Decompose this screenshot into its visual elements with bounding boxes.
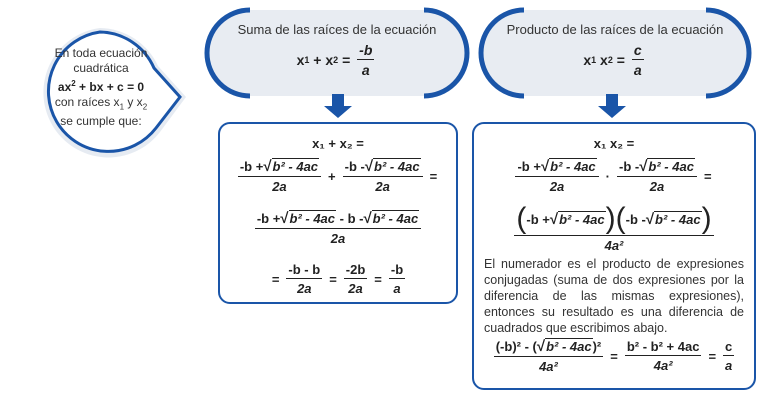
sum-arrow-icon (324, 94, 352, 118)
left-bubble (42, 46, 160, 129)
sum-header-formula (206, 42, 468, 78)
bubble-roots (42, 95, 160, 114)
big-radicand-b: b² - 4ac (655, 212, 701, 227)
prod-eq: = (612, 52, 629, 68)
sum-sub2: 2 (333, 55, 339, 65)
eq-sup: 2 (71, 79, 76, 88)
final-num2: -2b (345, 262, 366, 277)
final-den1: 2a (297, 281, 312, 296)
paren-close-2: ) (701, 202, 712, 235)
pfinal-den2: 4a² (653, 358, 673, 373)
merged-radicand-2: b² - 4ac (372, 211, 419, 226)
final-den3: a (393, 281, 401, 296)
final-frac-1 (286, 262, 322, 296)
pfinal-frac-2 (625, 339, 702, 373)
sum-frac-1: $\frac{\text{-b +√b² - 4ac}}{2a}$ (238, 158, 321, 194)
prod-explanation: El numerador es el producto de expresiones conjugadas (suma de dos expresiones por la diferencia de las mismas expresiones), entonces su resultado es una diferencia de cuadrados que escribimos abajo. (484, 257, 744, 335)
big-den: 4a² (604, 238, 624, 253)
frac1-den: 2a (272, 179, 287, 194)
prod-sub2: 2 (607, 55, 613, 65)
prod-num: c (633, 42, 642, 58)
pfinal-eq-1: = (610, 348, 618, 364)
sum-equals-op: = (429, 168, 438, 184)
prod-big-frac: ( -b + √ b² - 4ac ) ( -b - √ b² - 4ac ) 4a² (516, 202, 712, 253)
sum-x: x (296, 52, 305, 68)
prod-frac-2: $\frac{\text{-b -√b² - 4ac}}{2a}$ (617, 158, 697, 194)
paren-close-1: ) (605, 202, 616, 235)
pfinal-num3: c (725, 339, 733, 354)
pfinal-num1-a: (-b)² - ( (495, 339, 537, 354)
frac2-den: 2a (375, 179, 390, 194)
pfinal-frac-1: $\frac{\text{(-b)² - (√b² - 4ac)²}}{\text{4a²}}$ (495, 338, 602, 374)
prod-sub1: 1 (591, 55, 597, 65)
eq-a: ax (57, 80, 72, 94)
sum-den: a (361, 62, 370, 78)
sum-box (218, 122, 458, 304)
sum-box-row4 (220, 262, 456, 296)
sum-box-line1: x₁ + x₂ = (312, 136, 364, 151)
pfrac2-lead: -b - (619, 159, 640, 174)
prod-box-line1: x₁ x₂ = (593, 136, 635, 151)
frac1-radicand: b² - 4ac (272, 159, 319, 174)
bubble-line-4: se cumple que: (60, 114, 142, 129)
pfrac2-den: 2a (649, 179, 665, 194)
final-eq-1: = (329, 271, 337, 287)
prod-dot-op: · (605, 168, 610, 184)
prod-box-row2 (474, 158, 754, 194)
prod-equals-op: = (703, 168, 712, 184)
pfrac1-den: 2a (549, 179, 565, 194)
sum-plus: + x (309, 52, 334, 68)
pfinal-den1: 4a² (539, 359, 558, 374)
sum-header (206, 22, 468, 78)
final-frac-2 (344, 262, 368, 296)
final-num3: -b (390, 262, 404, 277)
sum-header-title: Suma de las raíces de la ecuación (237, 22, 437, 37)
sum-plus-op: + (328, 168, 336, 184)
pfrac2-radicand: b² - 4ac (648, 159, 694, 174)
pfinal-frac-3 (723, 339, 734, 373)
sum-num: -b (359, 42, 373, 58)
prod-frac-1: $\frac{\text{-b +√b² - 4ac}}{2a}$ (515, 158, 598, 194)
merged-den: 2a (330, 231, 346, 246)
pfinal-num1-b: )² (592, 339, 602, 354)
product-box (472, 122, 756, 390)
sum-eq: = (338, 52, 355, 68)
product-arrow-icon (598, 94, 626, 118)
merged-mid: - b - (336, 211, 364, 226)
pfrac1-radicand: b² - 4ac (550, 159, 596, 174)
sum-frac-2: $\frac{\text{-b -√b² - 4ac}}{2a}$ (343, 158, 423, 194)
sum-fraction (357, 42, 374, 78)
eq-rest: + bx + c = 0 (75, 80, 145, 94)
sum-merged-frac: $\frac{\text{-b +√b² - 4ac - b -√b² - 4ac}}{2a}$ (255, 210, 421, 246)
pfinal-den3: a (725, 358, 733, 373)
product-header-title: Producto de las raíces de la ecuación (506, 22, 724, 37)
final-lead: = (271, 271, 280, 287)
pfinal-radicand: b² - 4ac (546, 339, 592, 354)
paren-open-1: ( (516, 202, 527, 235)
big-radicand-a: b² - 4ac (559, 212, 605, 227)
frac1-num-lead: -b + (239, 159, 264, 174)
sum-box-row3 (220, 210, 456, 246)
product-header (480, 22, 750, 78)
final-num1: -b - b (288, 262, 321, 277)
merged-lead: -b + (256, 211, 281, 226)
roots-sub2: 2 (142, 102, 148, 112)
product-header-formula (480, 42, 750, 78)
frac2-num-lead: -b - (344, 159, 365, 174)
pfinal-eq-2: = (708, 348, 717, 364)
merged-radicand-1: b² - 4ac (289, 211, 336, 226)
pfrac1-lead: -b + (517, 159, 541, 174)
final-eq-2: = (374, 271, 382, 287)
sum-box-row2 (220, 158, 456, 194)
sum-sub1: 1 (304, 55, 310, 65)
final-den2: 2a (348, 281, 363, 296)
prod-x2: x (596, 52, 608, 68)
bubble-line-2: cuadrática (73, 61, 129, 75)
bubble-line-1: En toda ecuación (54, 46, 148, 60)
roots-y: y x (124, 95, 143, 109)
bubble-equation (42, 76, 160, 95)
frac2-radicand: b² - 4ac (374, 159, 420, 174)
roots-sub1: 1 (119, 102, 125, 112)
paren-open-2: ( (615, 202, 626, 235)
roots-prefix: con raíces x (54, 95, 120, 109)
prod-den: a (633, 62, 642, 78)
big-lead-a: -b + (526, 211, 550, 227)
prod-box-row5 (474, 338, 754, 374)
prod-box-row3 (474, 204, 754, 253)
pfinal-num2: b² - b² + 4ac (626, 339, 700, 354)
product-fraction (632, 42, 644, 78)
final-frac-3 (389, 262, 405, 296)
prod-x: x (583, 52, 592, 68)
big-lead-b: -b - (625, 211, 646, 227)
